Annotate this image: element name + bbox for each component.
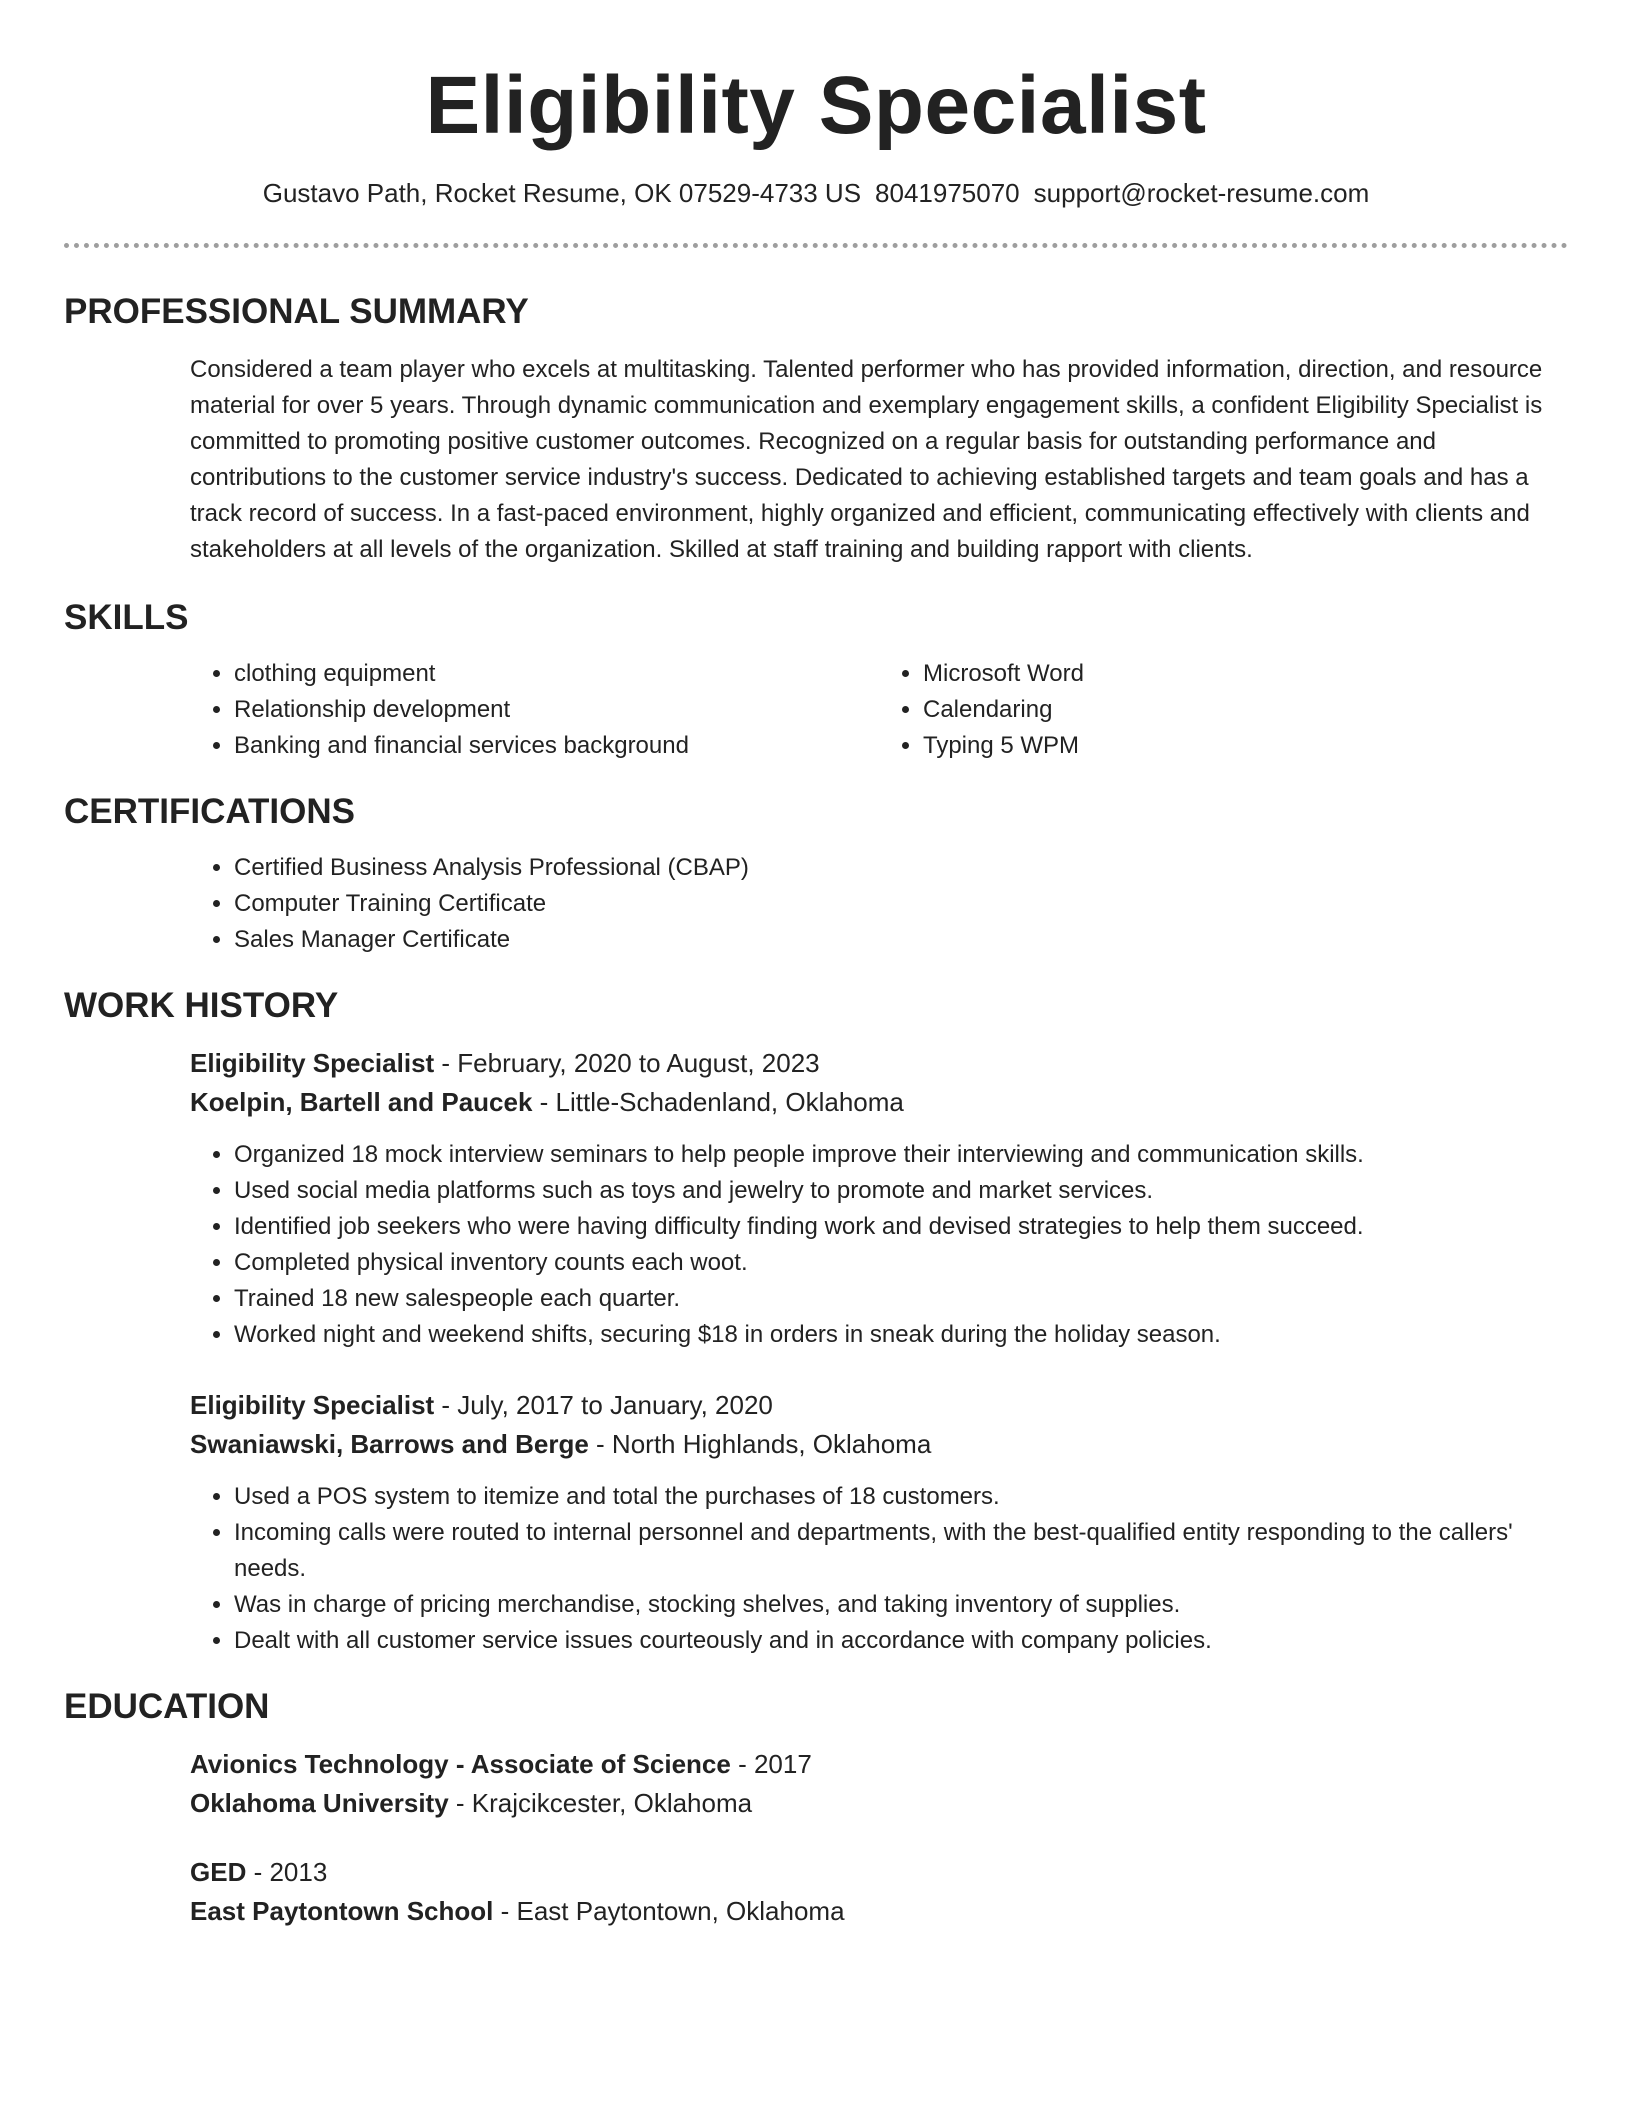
certification-item: • Certified Business Analysis Professional (CBAP)	[234, 850, 1568, 886]
skills-heading: SKILLS	[64, 598, 189, 637]
education-entry	[190, 1853, 1568, 1931]
contact-email: support@rocket-resume.com	[1033, 178, 1370, 208]
job-bullets	[190, 1479, 1568, 1659]
job-bullets	[190, 1137, 1568, 1353]
job-bullet: • Was in charge of pricing merchandise, stocking shelves, and taking inventory of supplies.	[234, 1587, 1568, 1623]
job-bullet: • Completed physical inventory counts each woot.	[234, 1245, 1568, 1281]
job-bullet: • Incoming calls were routed to internal personnel and departments, with the best-qualified entity responding to the callers' needs.	[234, 1515, 1568, 1587]
job-entry	[190, 1044, 1568, 1353]
summary-section	[64, 290, 1568, 568]
job-bullet: • Worked night and weekend shifts, securing $18 in orders in sneak during the holiday season.	[234, 1317, 1568, 1353]
skills-section	[64, 596, 1568, 764]
education-year: - 2013	[246, 1857, 328, 1887]
education-degree: Avionics Technology - Associate of Science	[190, 1749, 731, 1779]
certification-item: • Sales Manager Certificate	[234, 922, 1568, 958]
education-section	[64, 1685, 1568, 1931]
job-entry	[190, 1386, 1568, 1659]
summary-heading: PROFESSIONAL SUMMARY	[64, 292, 529, 331]
contact-address: Gustavo Path, Rocket Resume, OK 07529-4733 US	[262, 178, 862, 208]
job-location: - Little-Schadenland, Oklahoma	[532, 1087, 904, 1117]
summary-text: Considered a team player who excels at multitasking. Talented performer who has provided information, direction, and resource material for over 5 years. Through dynamic communication and exemplary engagement skills, a confident Eligibility Specialist is committed to promoting positive customer outcomes. Recognized on a regular basis for outstanding performance and contributions to the customer service industry's success. Dedicated to achieving established targets and team goals and has a track record of success. In a fast-paced environment, highly organized and efficient, communicating effectively with clients and stakeholders at all levels of the organization. Skilled at staff training and building rapport with clients.	[190, 356, 1543, 563]
work-history-heading: WORK HISTORY	[64, 986, 339, 1025]
job-title-line	[190, 1044, 1568, 1083]
skill-item: • Microsoft Word	[923, 656, 1568, 692]
education-location: - East Paytontown, Oklahoma	[493, 1896, 845, 1926]
skill-item: • clothing equipment	[234, 656, 879, 692]
education-school-line	[190, 1892, 1568, 1931]
education-entry	[190, 1745, 1568, 1823]
certifications-section	[64, 790, 1568, 958]
work-history-section	[64, 984, 1568, 1659]
contact-line	[64, 176, 1568, 210]
job-company: Swaniawski, Barrows and Berge	[190, 1429, 589, 1459]
job-bullet: • Organized 18 mock interview seminars to help people improve their interviewing and communication skills.	[234, 1137, 1568, 1173]
education-school: East Paytontown School	[190, 1896, 494, 1926]
skills-list-left	[190, 656, 879, 764]
education-year: - 2017	[730, 1749, 812, 1779]
contact-phone: 8041975070	[875, 178, 1020, 208]
job-role: Eligibility Specialist	[190, 1048, 435, 1078]
job-bullet: • Trained 18 new salespeople each quarter.	[234, 1281, 1568, 1317]
skill-item: • Relationship development	[234, 692, 879, 728]
job-dates: - July, 2017 to January, 2020	[434, 1390, 773, 1420]
job-company-line	[190, 1425, 1568, 1464]
header-divider	[64, 243, 1568, 248]
skill-item: • Banking and financial services background	[234, 728, 879, 764]
certifications-list	[190, 850, 1568, 958]
certifications-heading: CERTIFICATIONS	[64, 792, 356, 831]
job-bullet: • Used social media platforms such as toys and jewelry to promote and market services.	[234, 1173, 1568, 1209]
certification-item: • Computer Training Certificate	[234, 886, 1568, 922]
resume-title: Eligibility Specialist	[425, 60, 1207, 151]
skill-item: • Typing 5 WPM	[923, 728, 1568, 764]
education-location: - Krajcikcester, Oklahoma	[448, 1788, 753, 1818]
education-degree-line	[190, 1853, 1568, 1892]
job-bullet: • Identified job seekers who were having difficulty finding work and devised strategies to help them succeed.	[234, 1209, 1568, 1245]
skill-item: • Calendaring	[923, 692, 1568, 728]
education-school: Oklahoma University	[190, 1788, 449, 1818]
job-bullet: • Used a POS system to itemize and total the purchases of 18 customers.	[234, 1479, 1568, 1515]
job-role: Eligibility Specialist	[190, 1390, 435, 1420]
education-degree: GED	[190, 1857, 247, 1887]
job-location: - North Highlands, Oklahoma	[588, 1429, 932, 1459]
job-dates: - February, 2020 to August, 2023	[434, 1048, 820, 1078]
job-company: Koelpin, Bartell and Paucek	[190, 1087, 533, 1117]
job-bullet: • Dealt with all customer service issues courteously and in accordance with company policies.	[234, 1623, 1568, 1659]
skills-list-right	[879, 656, 1568, 764]
job-company-line	[190, 1083, 1568, 1122]
resume-page	[64, 0, 1568, 1931]
education-school-line	[190, 1784, 1568, 1823]
education-degree-line	[190, 1745, 1568, 1784]
education-heading: EDUCATION	[64, 1687, 270, 1726]
job-title-line	[190, 1386, 1568, 1425]
